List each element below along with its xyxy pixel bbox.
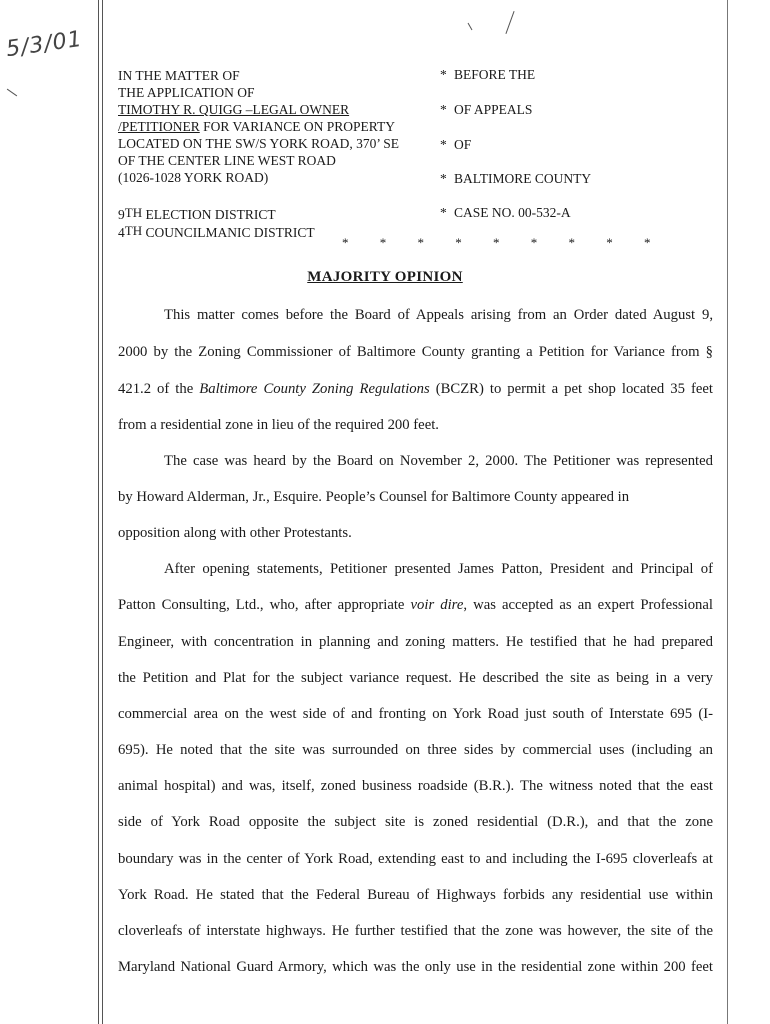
variance-label: FOR VARIANCE ON PROPERTY (199, 119, 395, 134)
body-line: Maryland National Guard Armory, which was the only use in the residential zone within 200 feet (118, 959, 713, 975)
body-line: 695). He noted that the site was surrounded on three sides by commercial uses (including an (118, 742, 713, 758)
body-line: The case was heard by the Board on November 2, 2000. The Petitioner was represented (164, 453, 713, 469)
body-line: the Petition and Plat for the subject variance request. He described the site as being in a very (118, 670, 713, 686)
owner-line: TIMOTHY R. QUIGG –LEGAL OWNER (118, 102, 350, 117)
body-line: animal hospital) and was, itself, zoned business roadside (B.R.). The witness noted that the east (118, 778, 713, 794)
pen-mark (505, 11, 514, 34)
body-line: This matter comes before the Board of Appeals arising from an Order dated August 9, (164, 307, 713, 323)
pen-mark (468, 23, 473, 30)
page-title: MAJORITY OPINION (307, 269, 463, 285)
statute-title: Baltimore County Zoning Regulations (199, 381, 430, 397)
body-line: 421.2 of the Baltimore County Zoning Regulations (BCZR) to permit a pet shop located 35 feet (118, 381, 713, 397)
body-line: cloverleafs of interstate highways. He further testified that the zone was however, the site of the (118, 923, 713, 939)
body-line: side of York Road opposite the subject site is zoned residential (D.R.), and that the zone (118, 814, 713, 830)
section-divider: * * * * * * * * * (342, 235, 665, 250)
caption-right-line: * BALTIMORE COUNTY (440, 171, 592, 186)
councilmanic-district: 4TH COUNCILMANIC DISTRICT (118, 223, 315, 240)
right-margin-rule (727, 0, 728, 1024)
handwritten-date: 5/3/01 (4, 26, 85, 63)
caption-line: OF THE CENTER LINE WEST ROAD (118, 153, 336, 168)
election-district: 9TH ELECTION DISTRICT (118, 205, 276, 222)
caption-line: (1026-1028 YORK ROAD) (118, 170, 269, 185)
case-number: * CASE NO. 00-532-A (440, 205, 571, 220)
left-margin-rule (98, 0, 99, 1024)
body-line: Engineer, with concentration in planning and zoning matters. He testified that he had prepared (118, 634, 713, 650)
voir-dire: voir dire (410, 597, 464, 613)
body-line: boundary was in the center of York Road, extending east to and including the I-695 cloverleafs at (118, 851, 713, 867)
caption-right-line: * OF APPEALS (440, 102, 533, 117)
caption-line: LOCATED ON THE SW/S YORK ROAD, 370’ SE (118, 136, 400, 151)
body-line: commercial area on the west side of and fronting on York Road just south of Interstate 695 (I- (118, 706, 713, 722)
caption-line: IN THE MATTER OF (118, 68, 240, 83)
body-line: 2000 by the Zoning Commissioner of Baltimore County granting a Petition for Variance from § (118, 344, 713, 360)
caption-right-line: * BEFORE THE (440, 67, 536, 82)
petitioner-label: /PETITIONER (118, 119, 200, 134)
caption-line: THE APPLICATION OF (118, 85, 255, 100)
body-line: by Howard Alderman, Jr., Esquire. People’s Counsel for Baltimore County appeared in (118, 489, 630, 505)
body-line: After opening statements, Petitioner presented James Patton, President and Principal of (164, 561, 713, 577)
body-line: York Road. He stated that the Federal Bureau of Highways forbids any residential use within (118, 887, 713, 903)
body-line: from a residential zone in lieu of the required 200 feet. (118, 417, 439, 433)
case-caption-left (118, 67, 418, 186)
district-lines (118, 205, 315, 241)
body-line: Patton Consulting, Ltd., who, after appropriate voir dire, was accepted as an expert Professional (118, 597, 713, 613)
caption-line (118, 118, 418, 135)
left-margin-rule-inner (102, 0, 103, 1024)
pen-mark (7, 89, 17, 97)
caption-right-line: * OF (440, 137, 472, 152)
body-line: opposition along with other Protestants. (118, 525, 352, 541)
